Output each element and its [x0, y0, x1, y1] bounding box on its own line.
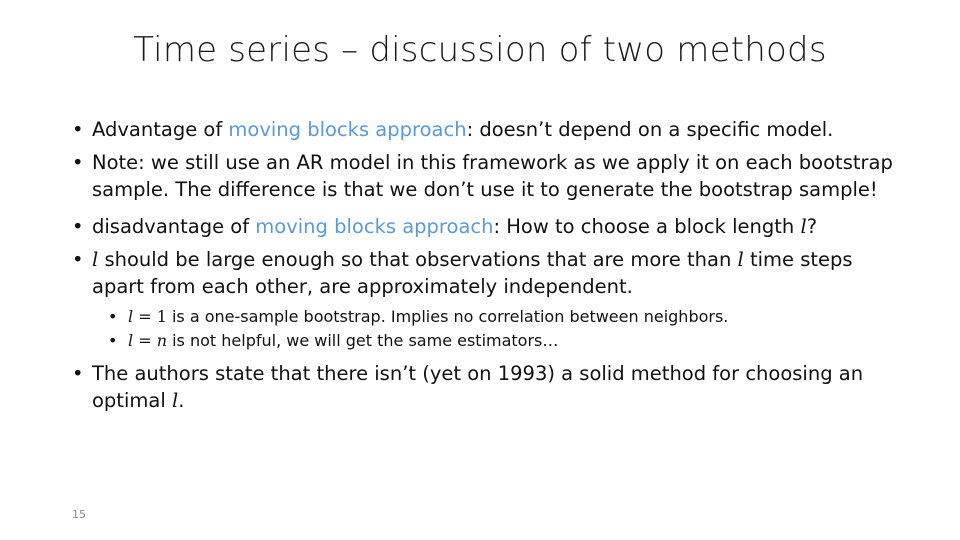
highlighted-term: moving blocks approach: [255, 215, 494, 238]
bullet-item-disadvantage: [72, 213, 902, 240]
math-operator: = 1: [133, 307, 167, 326]
bullet-item-authors: [72, 360, 902, 414]
bullet-icon: •: [72, 215, 84, 238]
text-segment: .: [178, 389, 185, 412]
sub-bullet-item-one-sample: [108, 306, 902, 328]
math-variable: l: [128, 307, 134, 326]
text-segment: Advantage of: [92, 118, 229, 141]
math-variable: n: [156, 331, 168, 350]
bullet-icon: •: [72, 118, 84, 141]
bullet-icon: •: [108, 307, 118, 326]
bullet-icon: •: [108, 331, 118, 350]
sub-bullet-list: [72, 306, 902, 352]
text-segment: is a one-sample bootstrap. Implies no correlation between neighbors.: [166, 307, 729, 326]
math-operator: =: [133, 331, 157, 350]
bullet-icon: •: [72, 151, 84, 174]
math-variable: l: [737, 248, 744, 271]
text-segment: : doesn’t depend on a specific model.: [466, 118, 834, 141]
math-variable: l: [800, 215, 807, 238]
text-segment: is not helpful, we will get the same estimators…: [167, 331, 559, 350]
math-variable: l: [171, 389, 179, 412]
bullet-icon: •: [72, 248, 84, 271]
text-segment: disadvantage of: [92, 215, 256, 238]
math-variable: l: [92, 248, 99, 271]
text-segment: time steps apart from each other, are approximately independent.: [92, 248, 853, 298]
sub-bullet-item-not-helpful: [108, 330, 902, 352]
math-variable: l: [128, 331, 134, 350]
bullet-item-block-length: [72, 246, 902, 300]
text-segment: ?: [806, 215, 818, 238]
text-segment: Note: we still use an AR model in this framework as we apply it on each bootstrap sample. The difference is that we don’t use it to generate the bootstrap sample!: [92, 151, 893, 201]
page-number: 15: [72, 508, 86, 521]
text-segment: The authors state that there isn’t (yet on 1993) a solid method for choosing an optimal: [92, 362, 864, 412]
text-segment: : How to choose a block length: [493, 215, 801, 238]
bullet-list: [72, 116, 902, 424]
slide-title: Time series – discussion of two methods: [133, 30, 827, 70]
bullet-item-note: [72, 149, 902, 203]
highlighted-term: moving blocks approach: [228, 118, 467, 141]
text-segment: should be large enough so that observations that are more than: [98, 248, 738, 271]
bullet-icon: •: [72, 362, 84, 385]
bullet-item-advantage: [72, 116, 902, 143]
